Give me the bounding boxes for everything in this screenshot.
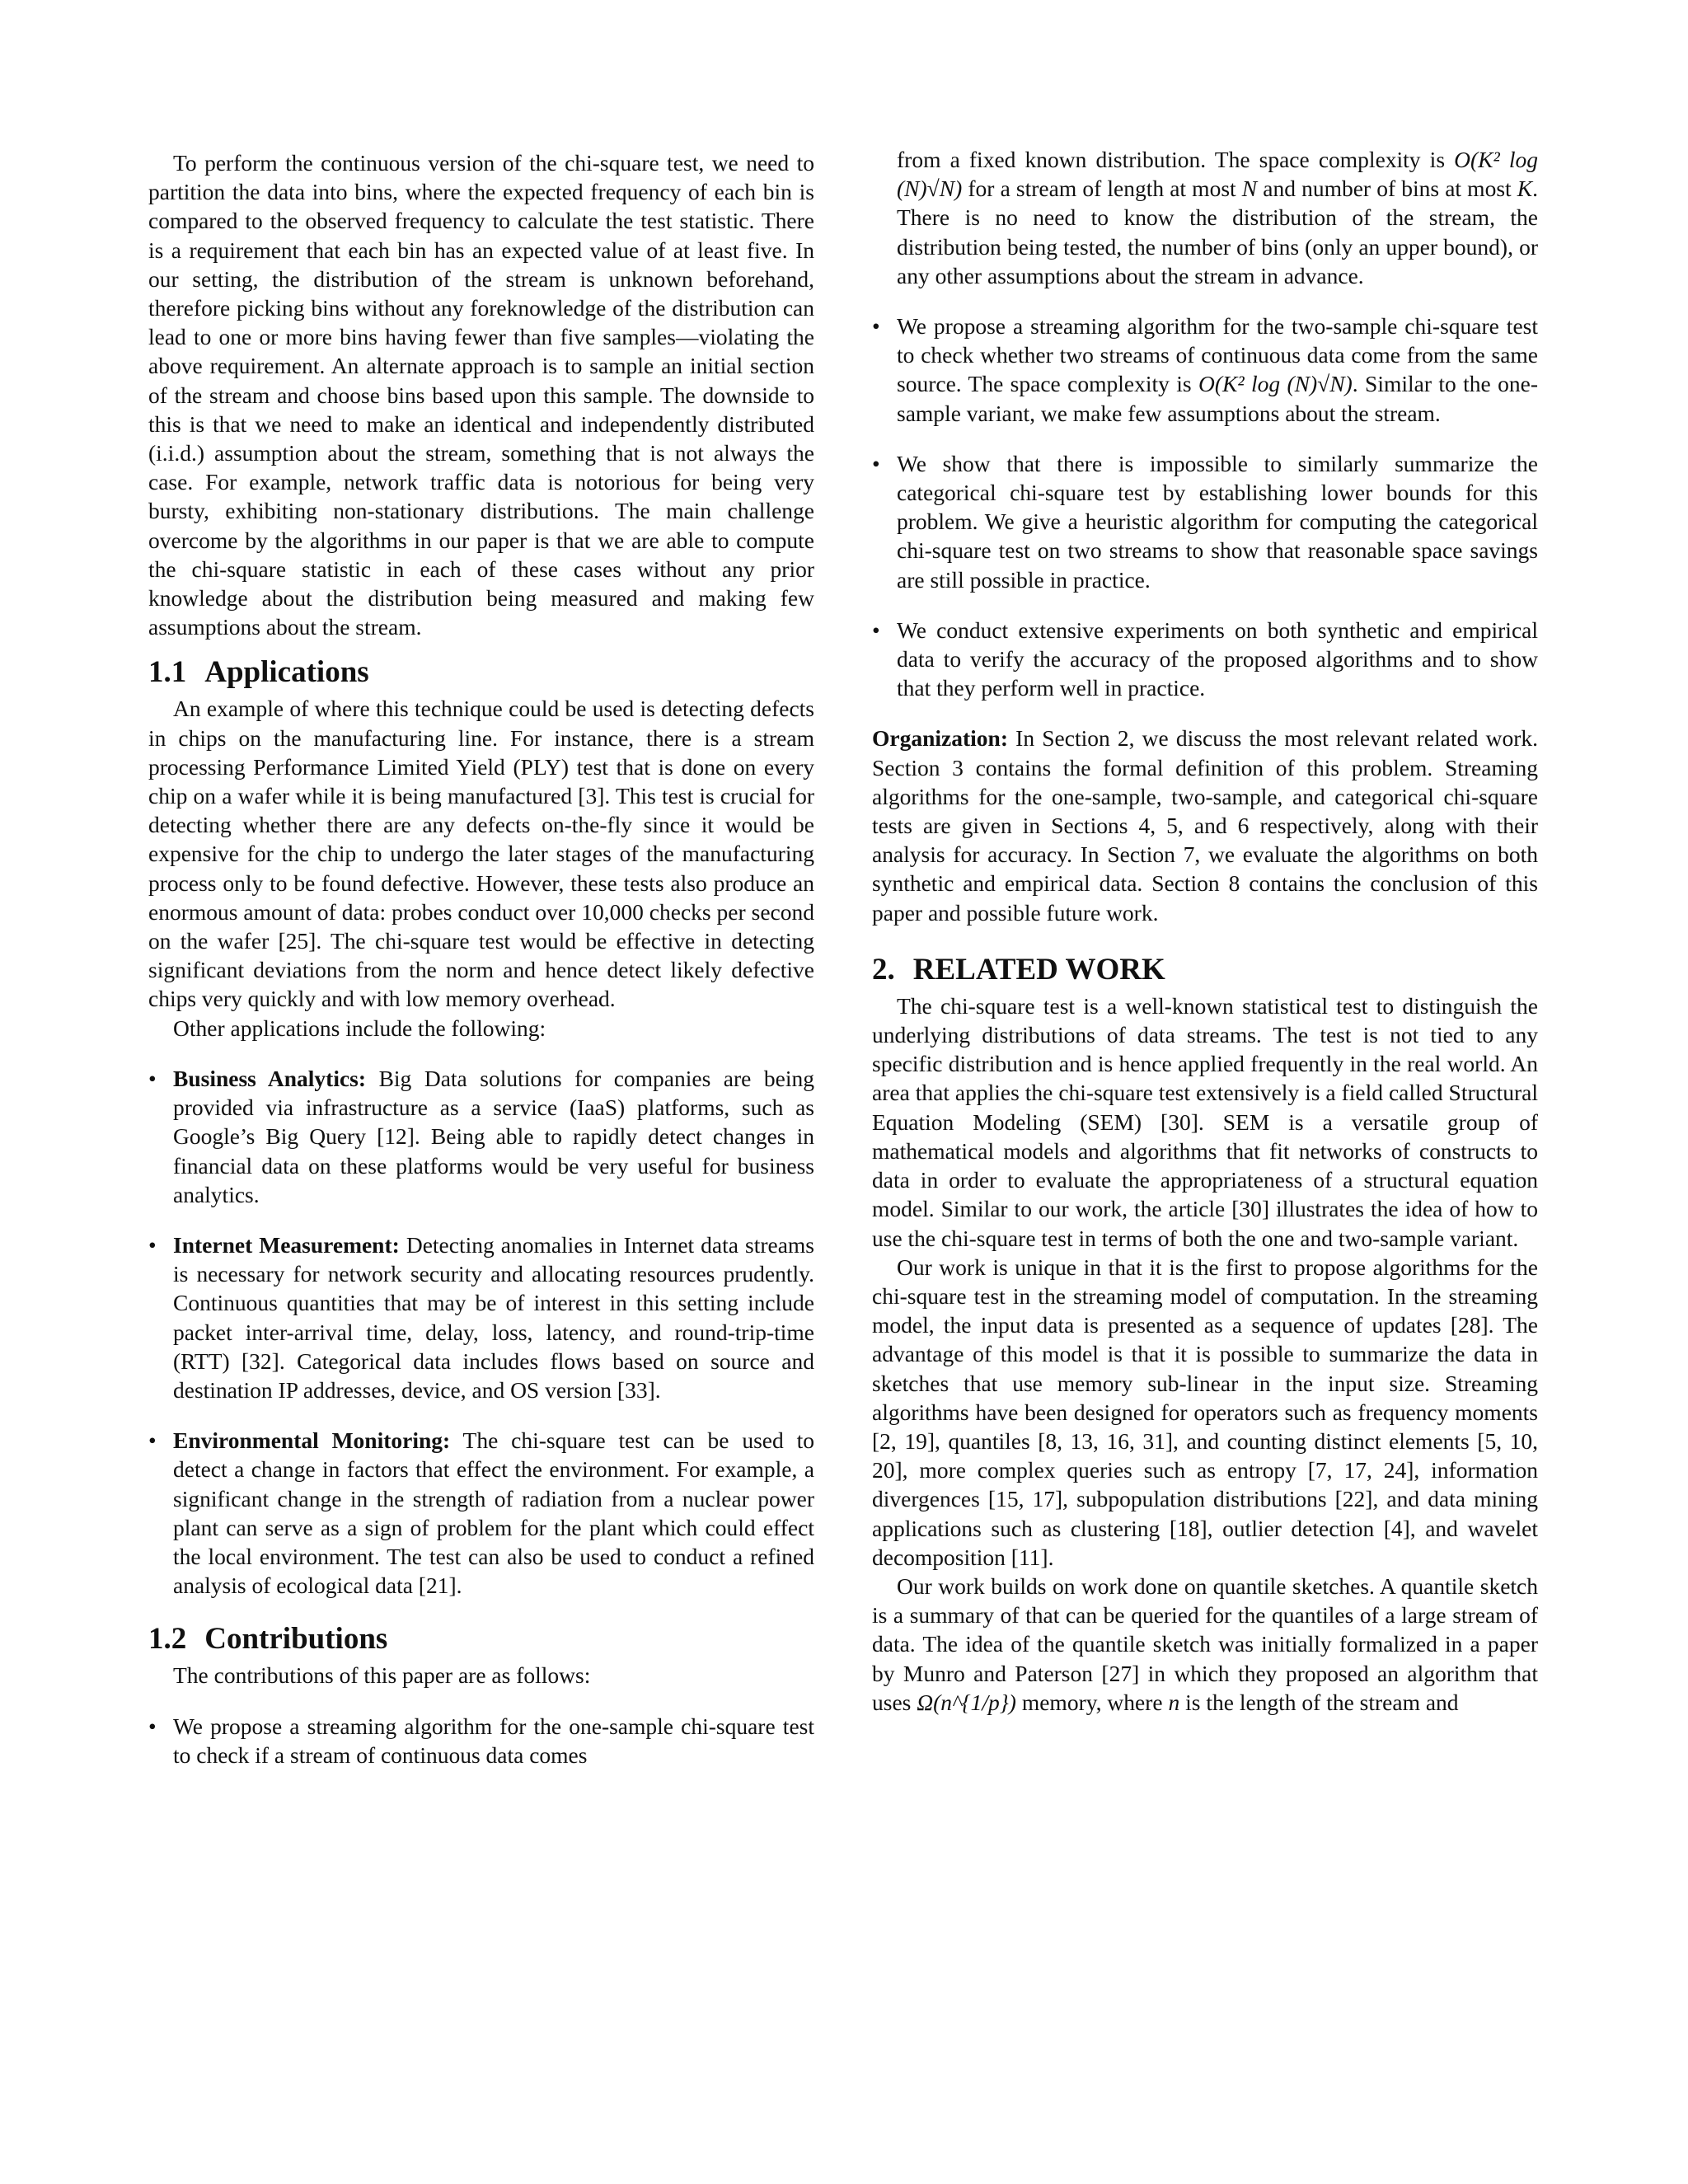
- list-item: [148, 1064, 814, 1209]
- text-run: for a stream of length at most: [962, 176, 1242, 202]
- text-run: is the length of the stream and: [1179, 1689, 1459, 1715]
- contributions-list: [148, 1712, 814, 1769]
- math-var-n-small: n: [1168, 1689, 1180, 1715]
- math-var-k: K: [1517, 176, 1533, 202]
- contributions-paragraph: The contributions of this paper are as follows:: [173, 1662, 591, 1689]
- list-item-text: The chi-square test can be used to detect a change in factors that effect the environment. For example, a significant change in the strength of radiation from a nuclear power plant can serve as a sign of problem for the plant which could effect the local environment. The test can also be used to conduct a refined analysis of ecological data [21].: [173, 1427, 814, 1599]
- applications-paragraph-2: Other applications include the following:: [173, 1015, 546, 1041]
- math-complexity: O(K² log (N)√N): [897, 147, 1538, 202]
- section-title: RELATED WORK: [912, 952, 1165, 987]
- bullet-icon: •: [872, 616, 880, 643]
- text-run: memory, where: [1015, 1689, 1169, 1715]
- list-item: [148, 1230, 814, 1404]
- list-item: [872, 312, 1538, 428]
- list-item-lead: Internet Measurement:: [173, 1231, 400, 1258]
- text-run: We propose a streaming algorithm for the two-sample chi-square test to check whether two streams of continuous data come from the same source. The space complexity is: [897, 313, 1538, 397]
- text-run: Our work builds on work done on quantile sketches. A quantile sketch is a summary of that can be queried for the quantiles of a large stream of data. The idea of the quantile sketch was initially formalized in a paper by Munro and Paterson [27] in which they proposed an algorithm that uses: [872, 1572, 1538, 1715]
- list-item-text: We conduct extensive experiments on both synthetic and empirical data to verify the accuracy of the proposed algorithms and to show that they perform well in practice.: [897, 616, 1538, 701]
- text-run: and number of bins at most: [1257, 176, 1517, 202]
- contributions-list-continued: [872, 312, 1538, 702]
- math-complexity: O(K² log (N)√N): [1198, 371, 1353, 397]
- math-memory: Ω(n^{1/p}): [917, 1689, 1016, 1715]
- organization-paragraph: [872, 724, 1538, 926]
- list-item: [148, 1426, 814, 1600]
- intro-paragraph: To perform the continuous version of the chi-square test, we need to partition the data into bins, where the expected frequency of each bin is compared to the observed frequency to calculate the test statistic. There is a requirement that each bin has an expected value of at least five. In our setting, the distribution of the stream is unknown beforehand, therefore picking bins without any foreknowledge of the distribution can lead to one or more bins having fewer than five samples—violating the above requirement. An alternate approach is to sample an initial section of the stream and choose bins based upon this sample. The downside to this is that we need to make an identical and independently distributed (i.i.d.) assumption about the stream, something that is not always the case. For example, network traffic data is notorious for being very bursty, exhibiting non-stationary distributions. The main challenge overcome by the algorithms in our paper is that we are able to compute the chi-square statistic in each of these cases without any prior knowledge about the distribution being measured and making few assumptions about the stream.: [148, 150, 814, 640]
- section-number: 1.1: [148, 655, 187, 690]
- left-column: [148, 148, 814, 1769]
- list-item: [872, 449, 1538, 594]
- section-number: 2.: [872, 952, 895, 987]
- applications-paragraph-1: An example of where this technique could be used is detecting defects in chips on the manufacturing line. For instance, there is a stream processing Performance Limited Yield (PLY) test that is done on every chip on a wafer while it is being manufactured [3]. This test is crucial for detecting whether there are any defects on-the-fly since it would be expensive for the chip to undergo the later stages of the manufacturing process only to be found defective. However, these tests also produce an enormous amount of data: probes conduct over 10,000 checks per second on the wafer [25]. The chi-square test would be effective in detecting significant deviations from the norm and hence detect likely defective chips very quickly and with low memory overhead.: [148, 696, 814, 1012]
- section-title: Contributions: [204, 1622, 388, 1657]
- text-run: from a fixed known distribution. The space complexity is: [897, 147, 1455, 172]
- math-var-n: N: [1241, 176, 1258, 202]
- list-item-text: Detecting anomalies in Internet data streams is necessary for network security and allocating resources prudently. Continuous quantities that may be of interest in this setting include packet inter-arrival time, delay, loss, latency, and round-trip-time (RTT) [32]. Categorical data includes flows based on source and destination IP addresses, device, and OS version [33].: [173, 1231, 815, 1403]
- organization-lead: Organization:: [872, 725, 1008, 752]
- organization-text: In Section 2, we discuss the most relevant related work. Section 3 contains the formal definition of this problem. Streaming algorithms for the one-sample, two-sample, and categorical chi-square tests are given in Sections 4, 5, and 6 respectively, along with their analysis for accuracy. In Section 7, we evaluate the algorithms on both synthetic and empirical data. Section 8 contains the conclusion of this paper and possible future work.: [872, 725, 1539, 926]
- list-item-text: We propose a streaming algorithm for the one-sample chi-square test to check if a stream of continuous data comes: [173, 1713, 814, 1768]
- section-heading-related-work: [872, 952, 1538, 988]
- bullet-icon: •: [872, 450, 880, 476]
- bullet-icon: •: [148, 1713, 157, 1739]
- related-work-paragraph-1: The chi-square test is a well-known statistical test to distinguish the underlying distributions of data streams. The test is not tied to any specific distribution and is hence applied frequently in the real world. An area that applies the chi-square test extensively is a field called Structural Equation Modeling (SEM) [30]. SEM is a versatile group of mathematical models and algorithms that fit networks of constructs to data in order to evaluate the appropriateness of a structural equation model. Similar to our work, the article [30] illustrates the idea of how to use the chi-square test in terms of both the one and two-sample variant.: [872, 992, 1538, 1251]
- list-item-text: Big Data solutions for companies are being provided via infrastructure as a service (IaaS) platforms, such as Google’s Big Query [12]. Being able to rapidly detect changes in financial data on these platforms would be very useful for business analytics.: [173, 1065, 814, 1207]
- bullet-icon: •: [148, 1427, 157, 1454]
- bullet-icon: •: [148, 1231, 157, 1258]
- section-heading-contributions: [148, 1621, 814, 1657]
- section-number: 1.2: [148, 1622, 187, 1657]
- list-item: [872, 616, 1538, 703]
- list-item-text: We show that there is impossible to similarly summarize the categorical chi-square test by establishing lower bounds for this problem. We give a heuristic algorithm for computing the categorical chi-square test on two streams to show that reasonable space savings are still possible in practice.: [897, 450, 1538, 593]
- related-work-paragraph-2: Our work is unique in that it is the first to propose algorithms for the chi-square test in the streaming model of computation. In the streaming model, the input data is presented as a sequence of updates [28]. The advantage of this model is that it is possible to summarize the data in sketches that use memory sub-linear in the input size. Streaming algorithms have been designed for operators such as frequency moments [2, 19], quantiles [8, 13, 16, 31], and counting distinct elements [5, 10, 20], more complex queries such as entropy [7, 17, 24], information divergences [15, 17], subpopulation distributions [22], and data mining applications such as clustering [18], outlier detection [4], and wavelet decomposition [11].: [872, 1254, 1538, 1570]
- section-title: Applications: [204, 655, 369, 690]
- bullet-icon: •: [148, 1065, 157, 1091]
- list-item-lead: Environmental Monitoring:: [173, 1427, 451, 1454]
- text-run: . There is no need to know the distribution of the stream, the distribution being tested, the number of bins (only an upper bound), or any other assumptions about the stream in advance.: [897, 176, 1539, 288]
- list-item-lead: Business Analytics:: [173, 1065, 367, 1091]
- list-item: [148, 1712, 814, 1769]
- bullet-icon: •: [872, 313, 880, 340]
- related-work-paragraph-3: [872, 1572, 1538, 1717]
- section-heading-applications: [148, 654, 814, 691]
- contribution-1-continued: [872, 145, 1538, 290]
- text-run: . Similar to the one-sample variant, we make few assumptions about the stream.: [897, 371, 1539, 426]
- applications-list: [148, 1064, 814, 1600]
- right-column: [872, 145, 1538, 1717]
